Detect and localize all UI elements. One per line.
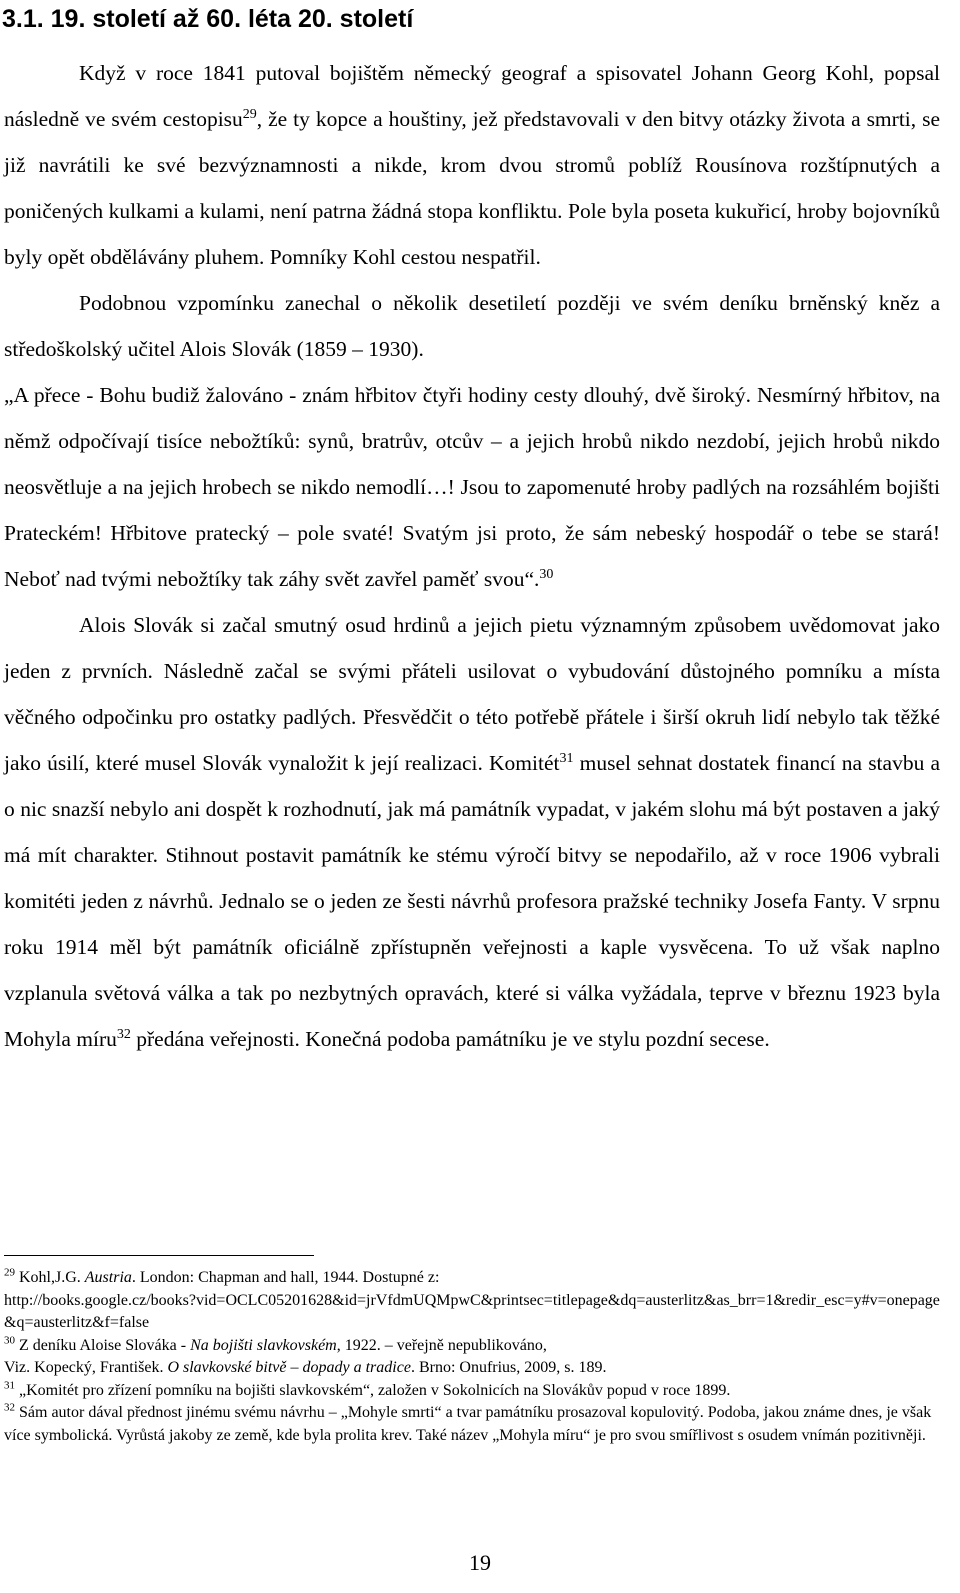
footnote-29 — [4, 1267, 940, 1335]
footnote-ref-31[interactable]: 31 — [559, 750, 574, 766]
footnote-title: Na bojišti slavkovském — [190, 1336, 337, 1354]
footnote-separator — [4, 1255, 314, 1256]
paragraph-text: Alois Slovák si začal smutný osud hrdinů a jejich pietu významným způsobem uvědomovat jako jeden z prvních. Následně začal se svými přáteli usilovat o vybudování důstojného pomníku a místa věčného odpočinku pro ostatky padlých. Přesvědčit o této potřebě přátele i širší okruh lidí nebylo tak těžké jako úsilí, které musel Slovák vynaložit k její realizaci. Komitét — [4, 613, 940, 775]
footnote-text: . London: Chapman and hall, 1944. Dostupné z: — [131, 1269, 440, 1286]
footnote-31 — [4, 1380, 940, 1403]
footnote-number: 31 — [4, 1379, 15, 1392]
footnote-url[interactable]: http://books.google.cz/books?vid=OCLC05201628&id=jrVfdmUQMpwC&printsec=titlepage&dq=austerlitz&as_brr=1&redir_esc=y#v=onepage&q=austerlitz&f=false — [4, 1291, 940, 1331]
paragraph-text: , že ty kopce a houštiny, jež představovali v den bitvy otázky života a smrti, se již navrátili ke své bezvýznamnosti a nikde, krom dvou stromů poblíž Rousínova rozštípnutých a poničených kulkami a kulami, není patrna žádná stopa konfliktu. Pole byla poseta kukuřicí, hroby bojovníků byly opět obdělávány pluhem. Pomníky Kohl cestou nespatřil. — [4, 107, 941, 269]
footnote-title: O slavkovské bitvě – dopady a tradice — [167, 1359, 411, 1376]
page-number: 19 — [469, 1550, 491, 1575]
section-heading: 3.1. 19. století až 60. léta 20. století — [2, 5, 414, 33]
paragraph-text: předána veřejnosti. Konečná podoba památníku je ve stylu pozdní secese. — [130, 1027, 770, 1051]
footnote-number: 29 — [4, 1266, 15, 1279]
paragraph-text: Když v roce 1841 putoval bojištěm německý geograf a spisovatel Johann Georg Kohl, popsal následně ve svém cestopisu — [4, 61, 940, 131]
footnote-title: Austria — [84, 1269, 132, 1286]
footnote-text: , 1922. – veřejně nepublikováno, — [336, 1336, 547, 1354]
footnote-text: „Komitét pro zřízení pomníku na bojišti slavkovském“, založen v Sokolnicích na Slovákův popud v roce 1899. — [15, 1381, 731, 1399]
footnote-30 — [4, 1335, 940, 1380]
footnote-text: . Brno: Onufrius, 2009, s. 189. — [410, 1359, 607, 1376]
footnote-text: Z deníku Aloise Slováka - — [15, 1336, 191, 1354]
footnote-number: 32 — [4, 1401, 15, 1414]
footnote-32 — [4, 1402, 940, 1447]
footnote-ref-30[interactable]: 30 — [539, 566, 554, 582]
footnote-number: 30 — [4, 1334, 15, 1347]
paragraph-slovak-intro: Podobnou vzpomínku zanechal o několik desetiletí později ve svém deníku brněnský kněz a středoškolský učitel Alois Slovák (1859 – 1930). — [4, 291, 940, 361]
quote-text: „A přece - Bohu budiž žalováno - znám hřbitov čtyři hodiny cesty dlouhý, dvě široký. Nesmírný hřbitov, na němž odpočívají tisíce nebožtíků: synů, bratrův, otcův – a jejich hrobů nikdo nezdobí, jejich hrobů nikdo neosvětluje a na jejich hrobech se nikdo nemodlí…! Jsou to zapomenuté hroby padlých na rozsáhlém bojišti Prateckém! Hřbitove pratecký – pole svaté! Svatým jsi proto, že sám nebeský hospodář o tebe se stará! Neboť nad tvými nebožtíky tak záhy svět zavřel paměť svou“. — [4, 383, 940, 591]
footnote-text: Viz. Kopecký, František. — [4, 1359, 168, 1376]
footnote-ref-29[interactable]: 29 — [242, 106, 257, 122]
footnote-text: Kohl,J.G. — [15, 1269, 85, 1286]
main-text — [4, 50, 940, 1062]
paragraph-quote — [4, 372, 940, 602]
paragraph-text: musel sehnat dostatek financí na stavbu a o nic snazší nebylo ani dospět k rozhodnutí, jak má památník vypadat, v jakém slohu má být postaven a jaký má mít charakter. Stihnout postavit památník ke stému výročí bitvy se nepodařilo, až v roce 1906 vybrali komitéti jeden z návrhů. Jednalo se o jeden ze šesti návrhů profesora pražské techniky Josefa Fanty. V srpnu roku 1914 měl být památník oficiálně zpřístupněn veřejnosti a kaple vysvěcena. To už však naplno vzplanula světová válka a tak po nezbytných opravách, které si válka vyžádala, teprve v březnu 1923 byla Mohyla míru — [4, 751, 941, 1051]
footnote-ref-32[interactable]: 32 — [116, 1026, 131, 1042]
paragraph-monument — [4, 602, 940, 1062]
paragraph-kohl — [4, 50, 940, 280]
footnote-text: Sám autor dával přednost jinému svému návrhu – „Mohyle smrti“ a tvar památníku prosazoval kopulovitý. Podoba, jakou známe dnes, je však více symbolická. Vyrůstá jakoby ze země, kde byla prolita krev. Také název „Mohyla míru“ je pro svou smířlivost s osudem vnímán pozitivněji. — [4, 1404, 932, 1444]
footnotes — [4, 1267, 940, 1447]
